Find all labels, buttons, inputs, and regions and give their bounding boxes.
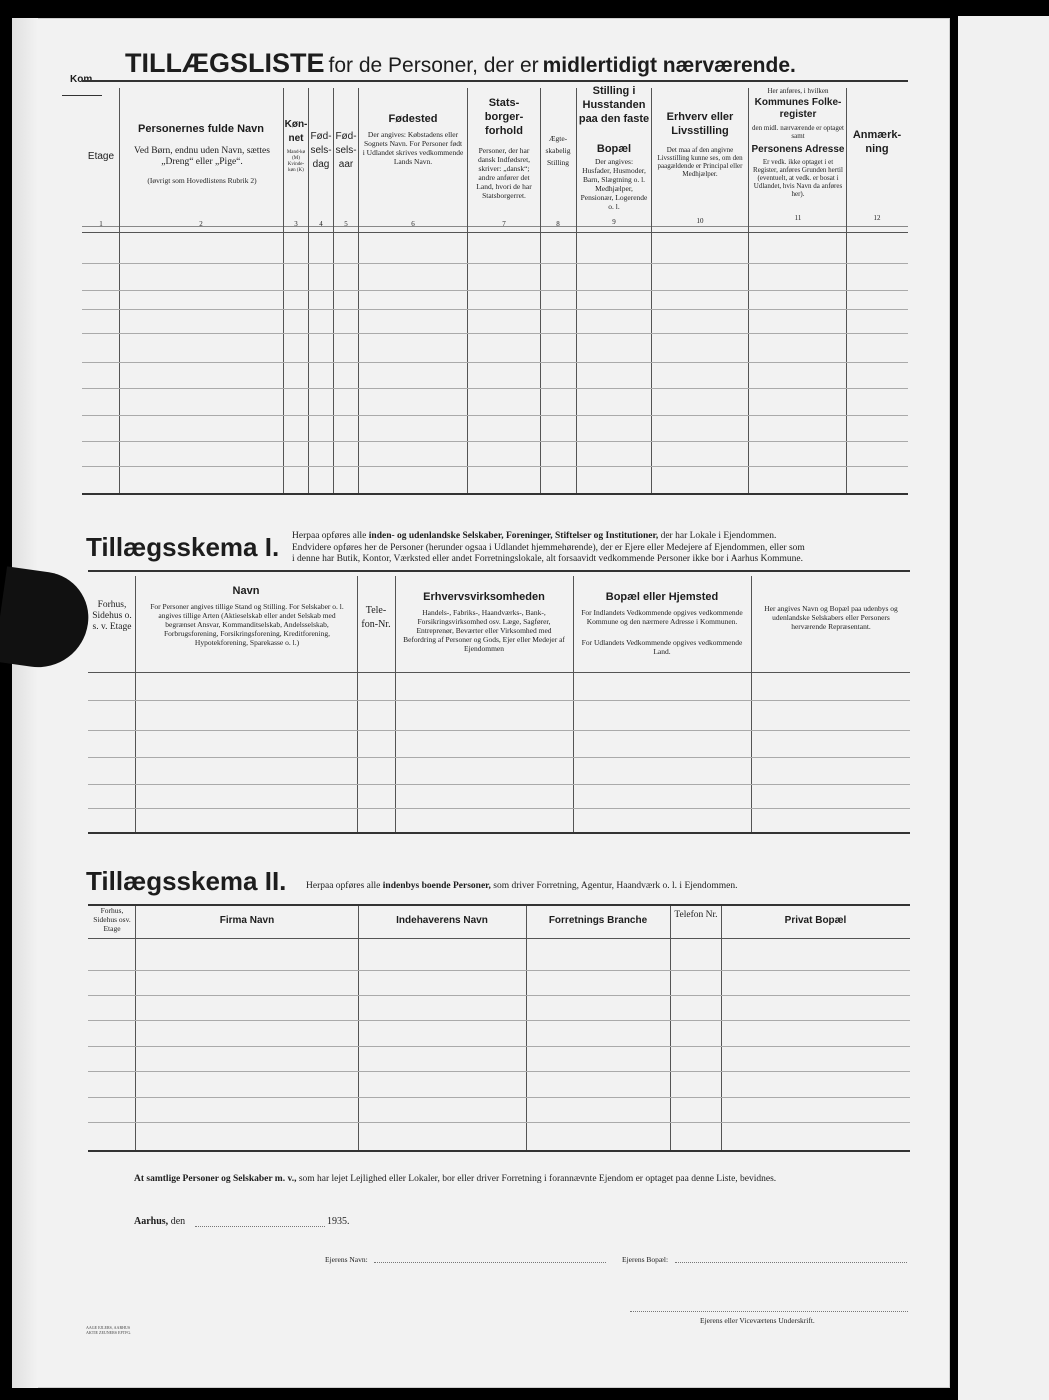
col-remark-head: Anmærk-ning: [852, 129, 902, 155]
col-name-sub2: (Iøvrigt som Hovedlistens Rubrik 2): [147, 176, 257, 185]
skema2-title: Tillægsskema II.: [86, 866, 287, 896]
col-household-sub: Der angives: Husfader, Husmoder, Barn, Slægtning o. l. Medhjælper, Pensionær, Logerende o. l.: [580, 157, 648, 211]
owner-name-label: Ejerens Navn:: [325, 1255, 368, 1264]
skema1-col-tlf: Tele-fon-Nr.: [361, 605, 391, 630]
skema1-intro: Herpaa opføres alle inden- og udenlandske Selskaber, Foreninger, Stiftelser og Institutioner, der har Lokale i Ejendommen. Endvidere opføres her de Personer (herunder ogsaa i Udlandet hjemmehørende), der er Ejere eller Medejere af Ejendommen, eller som i denne har Butik, Kontor, Værksted eller andet Forretningslokale, alt forsaavidt vedkommende Personer ikke bor i Aarhus Kommune.: [292, 531, 805, 564]
date-field[interactable]: [195, 1226, 325, 1227]
owner-address-field[interactable]: [675, 1262, 907, 1263]
main-list-title: [125, 48, 796, 79]
skema1-col-etage: Forhus, Sidehus o. s. v. Etage: [92, 600, 132, 632]
skema2-col-firma: Firma Navn: [219, 915, 275, 926]
adjacent-page: [958, 16, 1049, 1400]
owner-address-label: Ejerens Bopæl:: [622, 1255, 669, 1264]
skema2-col-tlf: Telefon Nr.: [674, 910, 718, 920]
skema2-col-branche: Forretnings Branche: [548, 915, 648, 926]
col-birthyear-head: Fød-sels-aar: [335, 131, 357, 170]
col-register-sub: den midl. nærværende er optaget samt: [752, 124, 844, 140]
skema1-col-erhverv-sub: Handels-, Fabriks-, Haandværks-, Bank-, Forsikringsvirksomhed osv. Læge, Sagfører, Entreprenør, Beværter eller Virksomhed med Befordring af Personer og Gods, Ejer eller Medejer af Ejendommen: [403, 608, 565, 653]
year: 1935.: [327, 1216, 350, 1227]
signature-field[interactable]: [630, 1311, 908, 1312]
skema2-col-indehaver: Indehaverens Navn: [396, 915, 488, 926]
skema2-col-bopael: Privat Bopæl: [784, 915, 847, 926]
col-register-pre: Her anføres, i hvilken: [767, 87, 829, 95]
col-household-head2: Bopæl: [596, 143, 632, 155]
col-register-head: Kommunes Folke-register: [754, 97, 842, 120]
col-occupation-sub: Det maa af den angivne Livsstilling kunne ses, om den paagældende er Principal eller Medhjælper.: [657, 146, 743, 178]
title-bold: TILLÆGSLISTE: [125, 48, 325, 78]
skema2-col-etage: Forhus, Sidehus osv. Etage: [93, 906, 131, 933]
col-register-sub2: Er vedk. ikke optaget i et Register, anføres Grunden hertil (eventuelt, at vedk. er bosat i Udlandet, hvis Navn da anføres her).: [753, 158, 843, 198]
skema1-title: Tillægsskema I.: [86, 532, 280, 562]
skema1-col-bopael-sub1: For Indlandets Vedkommende opgives vedkommende Kommune og den nærmere Adresse i Kommunen.: [581, 608, 743, 626]
skema1-col-erhverv-head: Erhvervsvirksomheden: [423, 591, 545, 603]
col-marital-sub: Ægte-skabelig Stilling: [545, 134, 571, 167]
title-rest: for de Personer, der er: [328, 54, 539, 77]
skema1-col-navn-head: Navn: [232, 585, 260, 597]
owner-name-field[interactable]: [374, 1262, 606, 1263]
skema1-col-bopael-head: Bopæl eller Hjemsted: [605, 591, 719, 603]
col-register-head2: Personens Adresse: [751, 144, 845, 155]
col-etage-head: Etage: [87, 151, 115, 162]
col-household-head: Stilling i Husstanden paa den faste: [578, 85, 650, 125]
col-birthday-head: Fød-sels-dag: [310, 131, 332, 170]
col-occupation-head: Erhverv eller Livsstilling: [666, 111, 734, 137]
skema2-intro: Herpaa opføres alle indenbys boende Personer, som driver Forretning, Agentur, Haandværk o. l. i Ejendommen.: [306, 881, 738, 891]
col-gender-sub: Mand-kø (M) Kvinde-køn (K): [286, 150, 306, 173]
declaration: At samtlige Personer og Selskaber m. v., som har lejet Lejlighed eller Lokaler, bor eller driver Forretning i forannævnte Ejendom er optaget paa denne Liste, bevidnes.: [134, 1174, 777, 1184]
skema1-col-bopael-sub2: For Udlandets Vedkommende opgives vedkommende Land.: [581, 638, 743, 656]
adjacent-page-fragment: Kom: [70, 74, 93, 85]
skema1-col-repr: Her angives Navn og Bopæl paa udenbys og udenlandske Selskabers eller Personers herværende Repræsentant.: [764, 604, 898, 631]
col-citizenship-sub: Personer, der har dansk Indfødsret, skriver: „dansk“; andre anfører det Land, hvori de har Statsborgerret.: [476, 146, 532, 200]
col-citizenship-head: Stats-borger-forhold: [484, 97, 524, 137]
signature-label: Ejerens eller Viceværtens Underskrift.: [700, 1316, 815, 1325]
date-line: Aarhus, den: [134, 1216, 186, 1227]
printer-imprint: AAGE EJLERS, AARHUS AKTIE ZEUNERS EFTFG.: [86, 1325, 132, 1335]
col-name-head: Personernes fulde Navn: [138, 123, 264, 135]
col-name-sub: Ved Børn, endnu uden Navn, sættes „Dreng“ eller „Pige“.: [134, 146, 270, 167]
col-birthplace-sub: Der angives: Købstadens eller Sognets Navn. For Personer født i Udlandet skrives vedkommende Lands Navn.: [362, 130, 464, 166]
title-bold-end: midlertidigt nærværende.: [542, 54, 796, 77]
skema1-col-navn-sub: For Personer angives tillige Stand og Stilling. For Selskaber o. l. angives tillige Arten (Aktieselskab eller andet Selskab med begrænset Ansvar, Kommanditselskab, Andelsselskab, Forbrugsforening, Forsikringsforening, Kreditforening, Hypotekforening, Sparekasse o. l.): [150, 602, 344, 647]
col-gender-head: Køn-net: [284, 119, 308, 144]
col-birthplace-head: Fødested: [388, 113, 438, 125]
